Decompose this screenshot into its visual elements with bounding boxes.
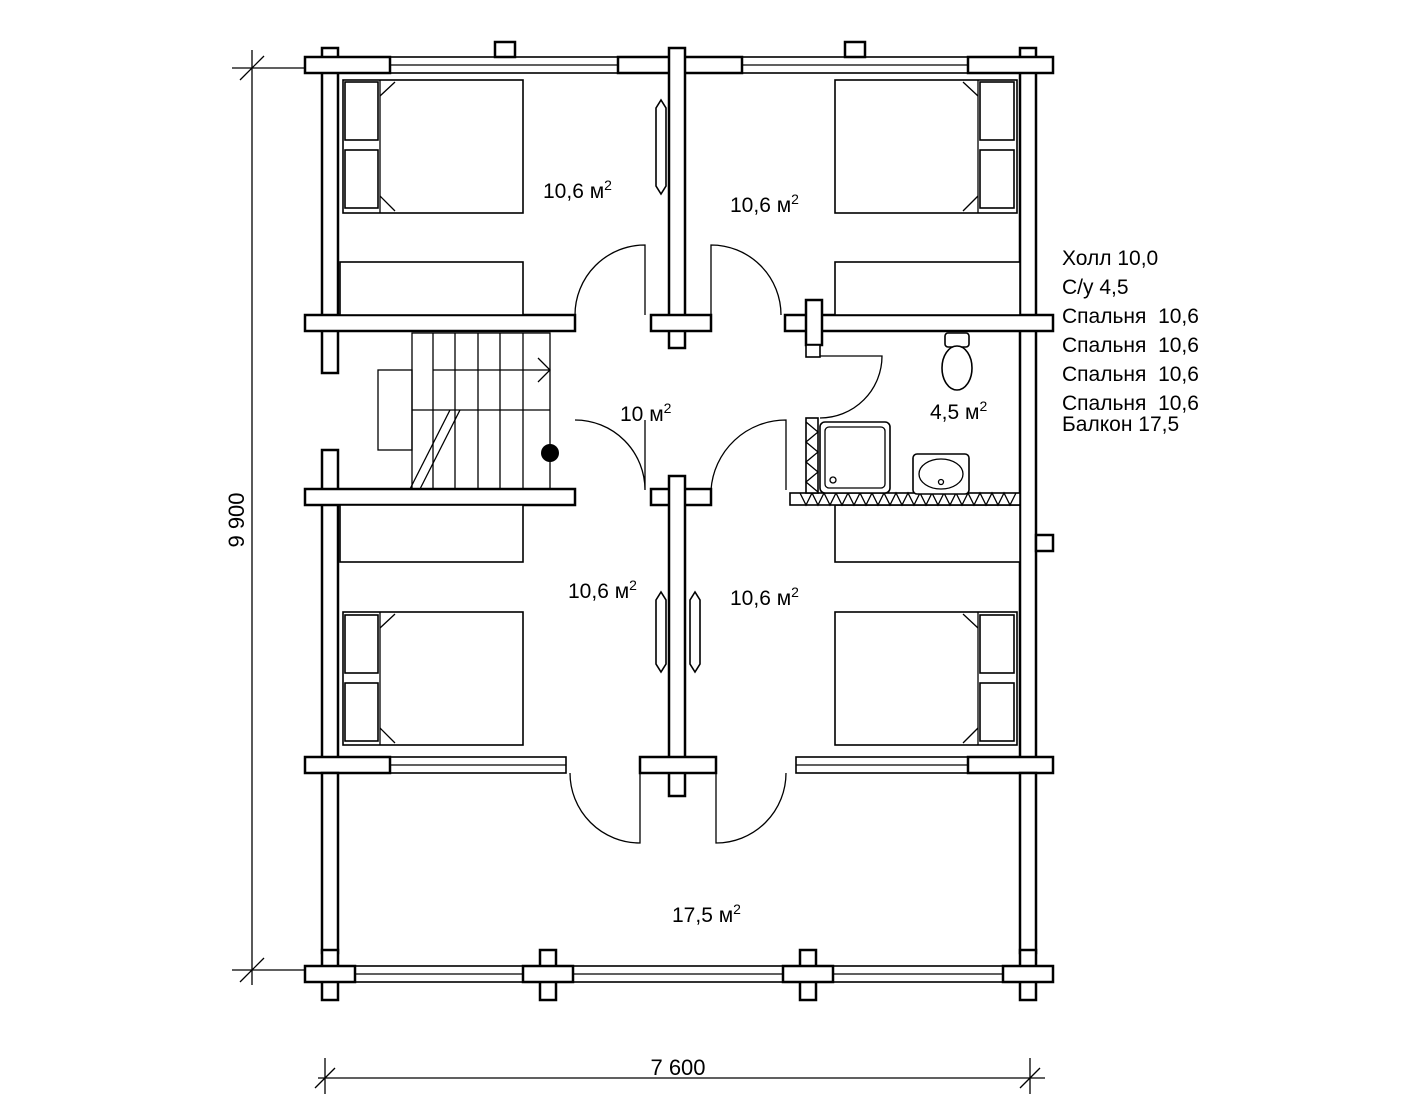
bed-top-right	[835, 80, 1017, 213]
width-dimension: 7 600	[650, 1055, 706, 1080]
legend-item: Спальня 10,6	[1062, 392, 1199, 415]
staircase	[378, 333, 559, 489]
mirror-bottom-right	[690, 592, 700, 672]
area-bedroom-top-left: 10,6 $м^2$	[543, 177, 612, 203]
bed-top-left	[343, 80, 523, 213]
legend-item: Спальня 10,6	[1062, 305, 1199, 328]
wardrobe-bottom-right	[835, 505, 1020, 562]
room-area-legend	[1062, 244, 1199, 439]
area-bedroom-bottom-left: 10,6 $м^2$	[568, 577, 637, 603]
legend-item: Балкон 17,5	[1062, 413, 1180, 436]
legend-item: Спальня 10,6	[1062, 363, 1199, 386]
legend-item: Холл 10,0	[1062, 247, 1159, 270]
mirror-top	[656, 100, 666, 194]
area-bathroom: 4,5 $м^2$	[930, 398, 988, 424]
area-hall: 10 $м^2$	[620, 400, 672, 426]
bed-bottom-left	[343, 612, 523, 745]
wardrobe-top-right	[835, 262, 1020, 315]
legend-item: С/у 4,5	[1062, 276, 1129, 299]
wardrobe-bottom-left	[340, 505, 523, 562]
wardrobe-top-left	[340, 262, 523, 315]
area-bedroom-bottom-right: 10,6 $м^2$	[730, 584, 799, 610]
shower-tray	[820, 422, 890, 493]
toilet	[942, 333, 972, 390]
sink	[913, 454, 969, 494]
bed-bottom-right	[835, 612, 1017, 745]
height-dimension: 9 900	[224, 492, 249, 548]
mirror-bottom-left	[656, 592, 666, 672]
stair-start-dot	[541, 444, 559, 462]
legend-item: Спальня 10,6	[1062, 334, 1199, 357]
area-bedroom-top-right: 10,6 $м^2$	[730, 191, 799, 217]
area-balcony: 17,5 $м^2$	[672, 901, 741, 927]
